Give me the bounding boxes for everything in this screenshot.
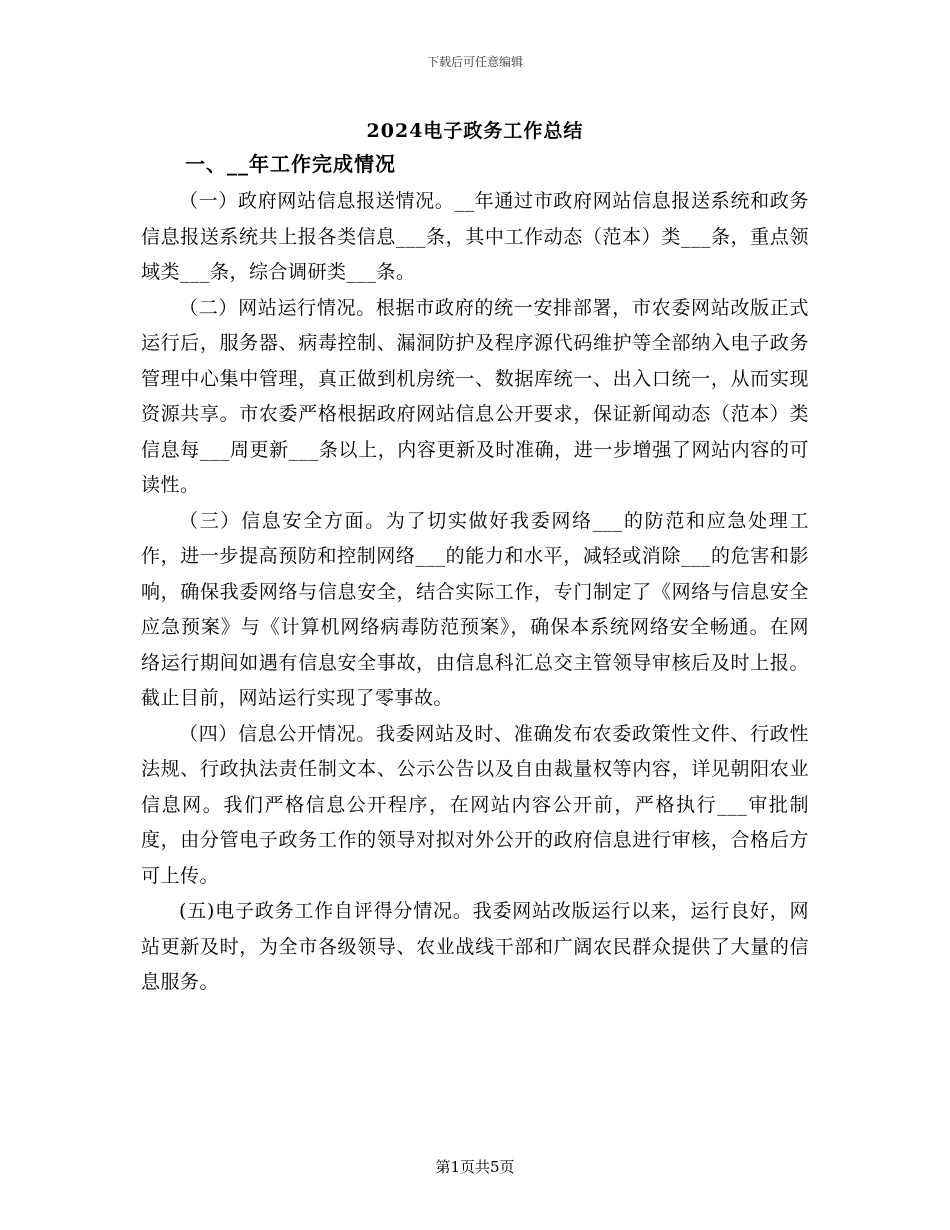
- paragraph-information-disclosure: （四）信息公开情况。我委网站及时、准确发布农委政策性文件、行政性法规、行政执法责任制文本、公示公告以及自由裁量权等内容，详见朝阳农业信息网。我们严格信息公开程序，在网站内容公开前，严格执行___审批制度，由分管电子政务工作的领导对拟对外公开的政府信息进行审核，合格后方可上传。: [141, 722, 809, 887]
- document-body: [141, 184, 809, 1001]
- paragraph-website-operation: （二）网站运行情况。根据市政府的统一安排部署，市农委网站改版正式运行后，服务器、病毒控制、漏洞防护及程序源代码维护等全部纳入电子政务管理中心集中管理，真正做到机房统一、数据库统一、出入口统一，从而实现资源共享。市农委严格根据政府网站信息公开要求，保证新闻动态（范本）类信息每___周更新___条以上，内容更新及时准确，进一步增强了网站内容的可读性。: [141, 296, 809, 496]
- paragraph-self-evaluation: (五)电子政务工作自评得分情况。我委网站改版运行以来，运行良好，网站更新及时，为全市各级领导、农业战线干部和广阔农民群众提供了大量的信息服务。: [141, 900, 809, 993]
- paragraph-information-security: （三）信息安全方面。为了切实做好我委网络___的防范和应急处理工作，进一步提高预防和控制网络___的能力和水平，减轻或消除___的危害和影响，确保我委网络与信息安全，结合实际工作，专门制定了《网络与信息安全应急预案》与《计算机网络病毒防范预案》，确保本系统网络安全畅通。在网络运行期间如遇有信息安全事故，由信息科汇总交主管领导审核后及时上报。截止目前，网站运行实现了零事故。: [141, 509, 809, 709]
- page-header-note: 下载后可任意编辑: [426, 55, 523, 69]
- section-heading: 一、__年工作完成情况: [185, 152, 396, 176]
- paragraph-website-info-reporting: （一）政府网站信息报送情况。__年通过市政府网站信息报送系统和政务信息报送系统共上报各类信息___条，其中工作动态（范本）类___条，重点领域类___条，综合调研类___条。: [141, 190, 809, 283]
- page-number-footer: 第1页共5页: [435, 1158, 515, 1176]
- document-title: 2024电子政务工作总结: [366, 120, 584, 142]
